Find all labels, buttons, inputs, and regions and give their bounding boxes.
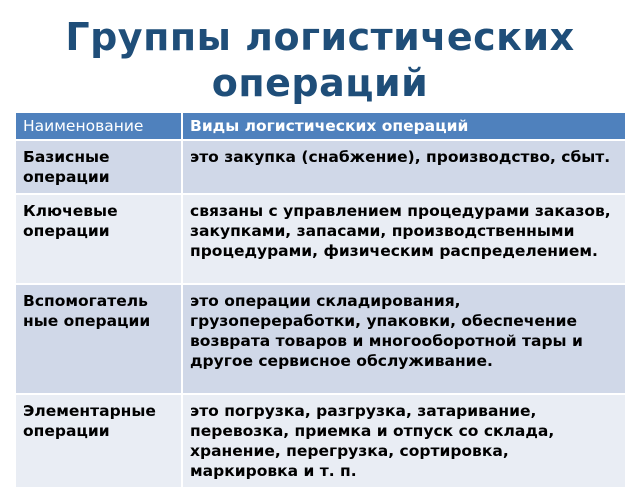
header-operation-types: Виды логистических операций: [182, 112, 626, 140]
table-row: [15, 284, 626, 394]
row-description-elementary: это погрузка, разгрузка, затаривание, перевозка, приемка и отпуск со склада, хранение, перегрузка, сортировка, маркировка и т. п.: [182, 394, 626, 488]
header-name: Наименование: [15, 112, 182, 140]
table-header-row: [15, 112, 626, 140]
row-description-auxiliary: это операции складирования, грузопереработки, упаковки, обеспечение возврата товаров и многооборотной тары и другое сервисное обслуживание.: [182, 284, 626, 394]
row-name-key: Ключевые операции: [15, 194, 182, 284]
row-description-key: связаны с управлением процедурами заказов, закупками, запасами, производственными процедурами, физическим распределением.: [182, 194, 626, 284]
row-name-elementary: Элементарные операции: [15, 394, 182, 488]
table-row: [15, 140, 626, 194]
row-name-auxiliary: Вспомогатель ные операции: [15, 284, 182, 394]
table-row: [15, 394, 626, 488]
table-row: [15, 194, 626, 284]
page-title: Группы логистических операций: [65, 15, 575, 105]
row-name-basic: Базисные операции: [15, 140, 182, 194]
operations-table-container: [14, 111, 625, 489]
row-description-basic: это закупка (снабжение), производство, сбыт.: [182, 140, 626, 194]
operations-table: [14, 111, 627, 489]
